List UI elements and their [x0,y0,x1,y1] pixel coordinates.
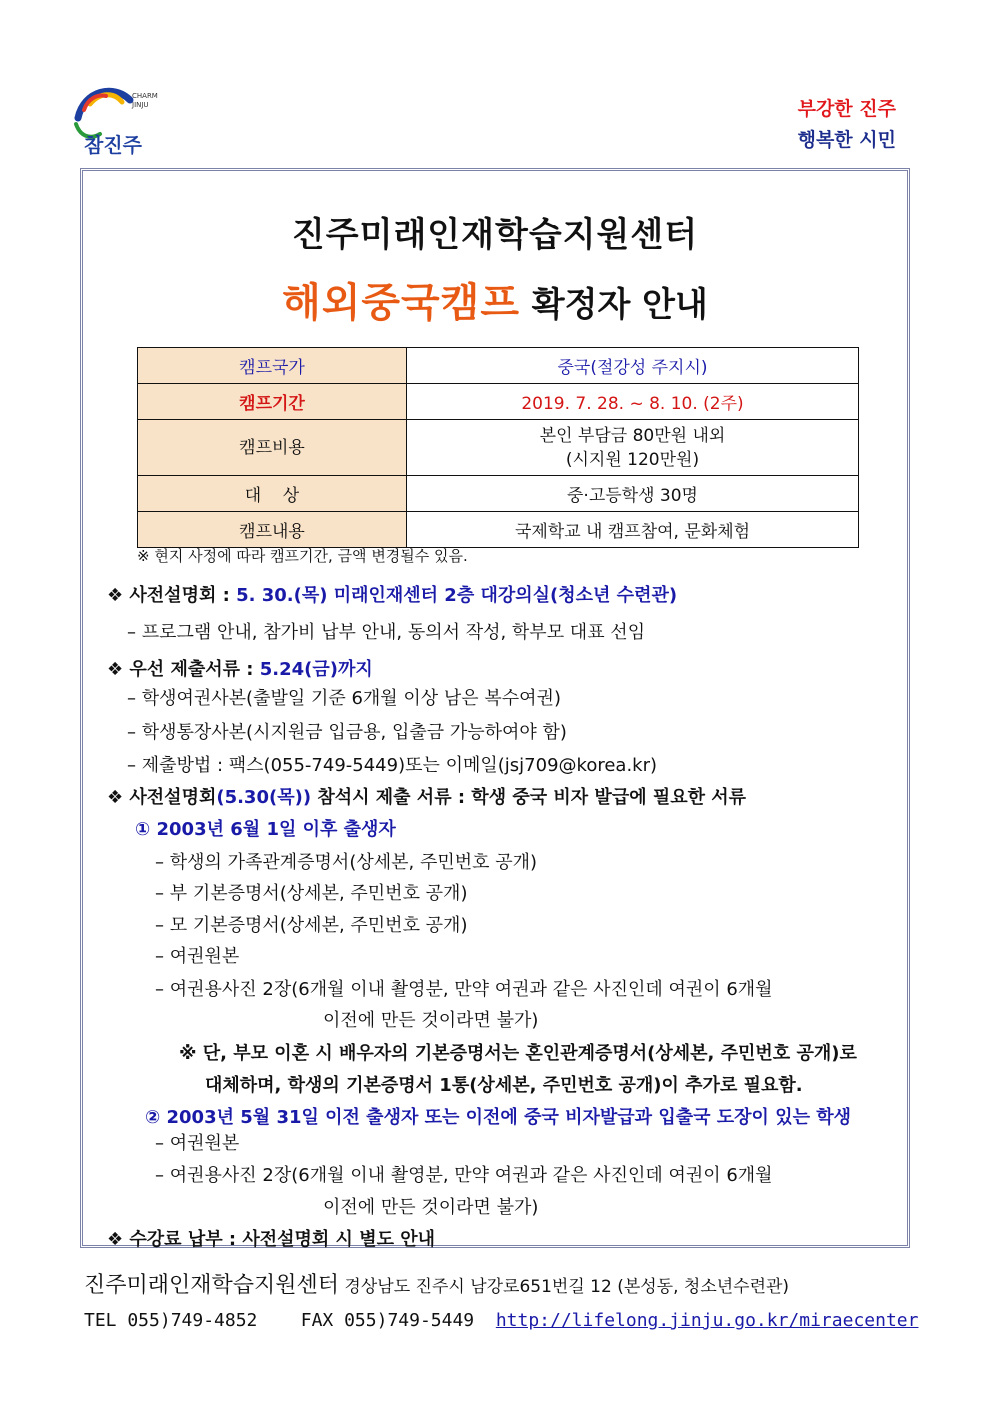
table-value-line1: 본인 부담금 80만원 내외 [539,425,726,446]
list-item: – 여권원본 [155,946,240,967]
table-value-line2: (시지원 120만원) [565,449,700,470]
list-item: – 학생여권사본(출발일 기준 6개월 이상 남은 복수여권) [127,688,561,709]
list-item: – 여권용사진 2장(6개월 이내 촬영분, 만약 여권과 같은 사진인데 여권이 6개월 [155,1165,773,1186]
list-item: – 학생통장사본(시지원금 입금용, 입출금 가능하여야 함) [127,722,567,743]
table-value: 국제학교 내 캠프참여, 문화체험 [407,512,859,548]
visa-group-1-heading: ① 2003년 6월 1일 이후 출생자 [135,819,396,840]
table-value: 중국(절강성 주지시) [407,348,859,384]
section-visa-label-b: (5.30(목)) [216,787,312,808]
table-key: 캠프국가 [138,348,407,384]
section-briefing [107,581,677,607]
section-documents-value: 5.24(금)까지 [259,659,373,680]
table-row [138,476,859,512]
content-frame [80,168,910,1248]
section-visa-label-a: ❖ 사전설명회 [107,787,217,808]
footer-org: 진주미래인재학습지원센터 [84,1273,340,1298]
list-item-continuation: 이전에 만든 것이라면 불가) [323,1197,539,1218]
section-fee-payment: ❖ 수강료 납부 : 사전설명회 시 별도 안내 [107,1229,436,1250]
table-key: 대 상 [138,476,407,512]
section-documents-label: ❖ 우선 제출서류 : [107,659,260,680]
slogan-line2-b: 시민 [859,129,896,151]
slogan-line1-a: 부강한 [797,98,860,120]
page-subtitle [83,271,907,328]
section-briefing-value: 5. 30.(목) 미래인재센터 2층 대강의실(청소년 수련관) [236,585,678,606]
list-item: – 제출방법 : 팩스(055-749-5449)또는 이메일(jsj709@korea.kr) [127,755,658,776]
footer-address [84,1268,789,1299]
footer-url-link[interactable]: http://lifelong.jinju.go.kr/miraecenter [495,1310,919,1331]
footer-tel: TEL 055)749-4852 [84,1310,258,1331]
subtitle-highlight: 해외중국캠프 [282,280,520,326]
section-briefing-label: ❖ 사전설명회 : [107,585,237,606]
footer-fax: FAX 055)749-5449 [300,1310,475,1331]
section-documents [107,655,373,681]
list-item: – 여권원본 [155,1133,240,1154]
table-key: 캠프내용 [138,512,407,548]
table-row [138,512,859,548]
table-row [138,420,859,476]
section-visa-label-c: 참석시 제출 서류 : 학생 중국 비자 발급에 필요한 서류 [311,787,747,808]
table-row [138,384,859,420]
slogan-line2-a: 행복한 [797,129,860,151]
table-value: 중·고등학생 30명 [407,476,859,512]
table-value [407,420,859,476]
list-item: – 프로그램 안내, 참가비 납부 안내, 동의서 작성, 학부모 대표 선임 [127,622,646,643]
list-item-continuation: 이전에 만든 것이라면 불가) [323,1010,539,1031]
logo-small-text-2: JINJU [132,101,149,109]
list-item: – 학생의 가족관계증명서(상세본, 주민번호 공개) [155,852,538,873]
subtitle-rest: 확정자 안내 [519,285,708,325]
footer-address-text: 경상남도 진주시 남강로651번길 12 (본성동, 청소년수련관) [339,1277,790,1297]
jinju-logo [70,80,170,158]
camp-info-table [137,347,859,548]
table-row [138,348,859,384]
logo-small-text-1: CHARM [132,92,158,100]
list-item: – 모 기본증명서(상세본, 주민번호 공개) [155,915,468,936]
table-key: 캠프기간 [138,384,407,420]
table-key: 캠프비용 [138,420,407,476]
change-notice: ※ 현지 사정에 따라 캠프기간, 금액 변경될수 있음. [137,547,468,565]
page-title: 진주미래인재학습지원센터 [291,215,699,255]
visa-group-2-heading: ② 2003년 5월 31일 이전 출생자 또는 이전에 중국 비자발급과 입출국 도장이 있는 학생 [145,1107,852,1128]
logo-main-text: 참진주 [84,133,142,157]
visa-note-line1: ※ 단, 부모 이혼 시 배우자의 기본증명서는 혼인관계증명서(상세본, 주민번호 공개)로 [179,1043,857,1064]
visa-note-line2: 대체하며, 학생의 기본증명서 1통(상세본, 주민번호 공개)이 추가로 필요함. [205,1075,803,1096]
list-item: – 부 기본증명서(상세본, 주민번호 공개) [155,883,468,904]
slogan-line1-b: 진주 [859,98,896,120]
list-item: – 여권용사진 2장(6개월 이내 촬영분, 만약 여권과 같은 사진인데 여권이 6개월 [155,979,773,1000]
section-visa-documents [107,783,746,809]
footer-contact [84,1310,918,1331]
slogan [798,94,896,156]
table-value: 2019. 7. 28. ~ 8. 10. (2주) [407,384,859,420]
